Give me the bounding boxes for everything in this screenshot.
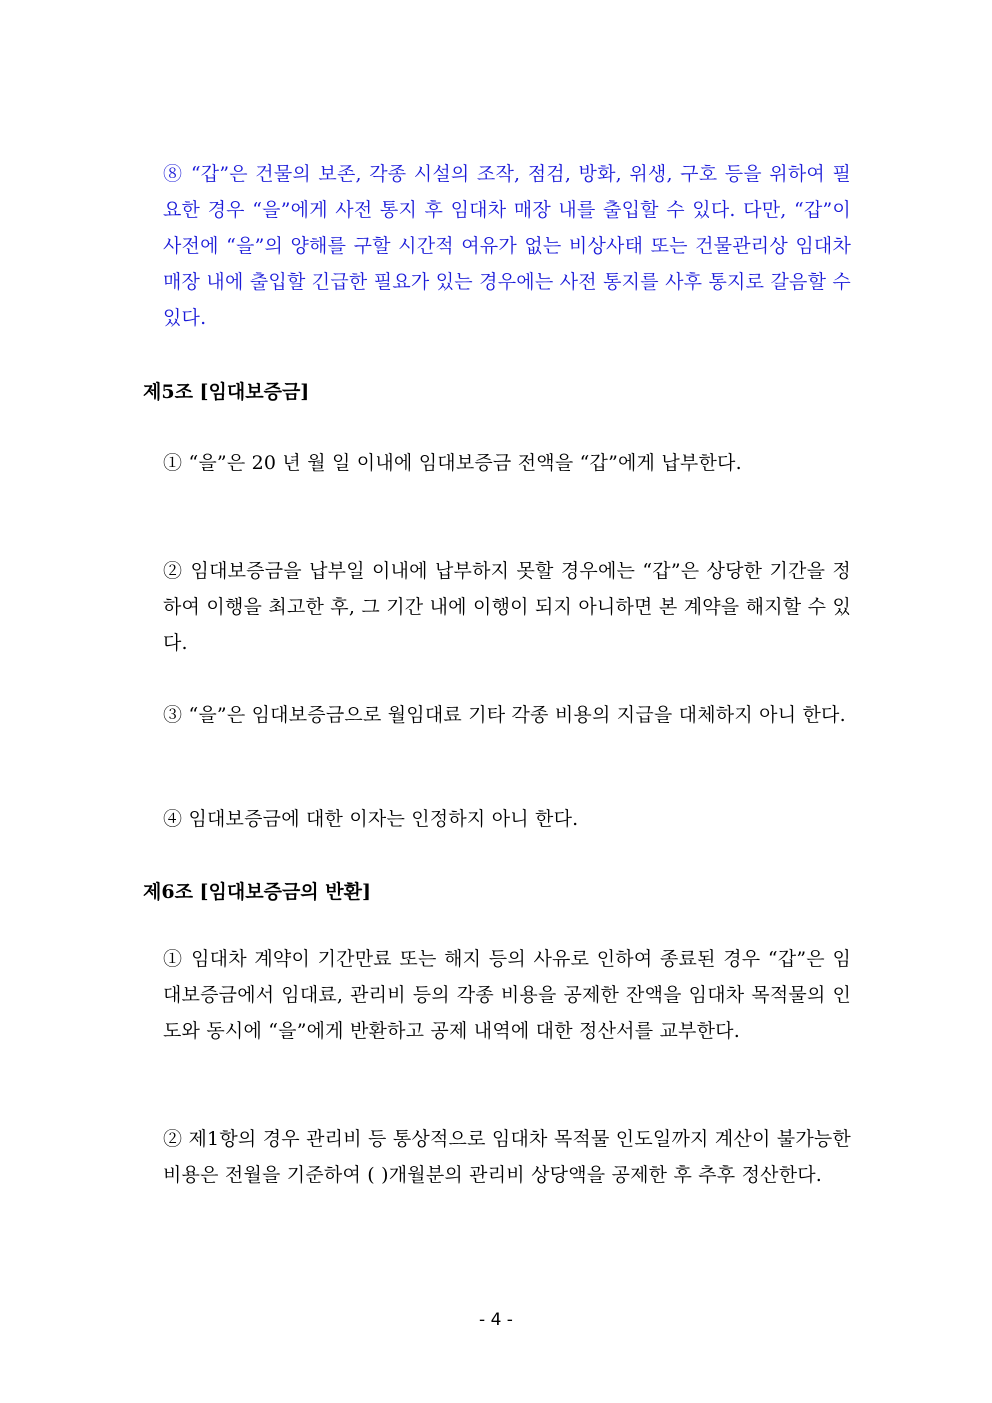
article6-clause2: ② 제1항의 경우 관리비 등 통상적으로 임대차 목적물 인도일까지 계산이 불가능한 비용은 전월을 기준하여 ( )개월분의 관리비 상당액을 공제한 후 추후 정산한다. — [163, 1128, 851, 1186]
page-number: - 4 - — [479, 1310, 513, 1330]
article5-clause4: ④ 임대보증금에 대한 이자는 인정하지 아니 한다. — [163, 808, 579, 830]
article5-clause1: ① “을”은 20 년 월 일 이내에 임대보증금 전액을 “갑”에게 납부한다. — [163, 452, 742, 474]
article5-clause2: ② 임대보증금을 납부일 이내에 납부하지 못할 경우에는 “갑”은 상당한 기간을 정하여 이행을 최고한 후, 그 기간 내에 이행이 되지 아니하면 본 계약을 해지할 수 있다. — [163, 560, 851, 654]
article6-heading: 제6조 [임대보증금의 반환] — [143, 881, 371, 903]
article6-clause1: ① 임대차 계약이 기간만료 또는 해지 등의 사유로 인하여 종료된 경우 “갑”은 임대보증금에서 임대료, 관리비 등의 각종 비용을 공제한 잔액을 임대차 목적물의 인도와 동시에 “을”에게 반환하고 공제 내역에 대한 정산서를 교부한다. — [163, 948, 851, 1042]
article5-heading: 제5조 [임대보증금] — [143, 381, 310, 403]
article4-clause8: ⑧ “갑”은 건물의 보존, 각종 시설의 조작, 점검, 방화, 위생, 구호 등을 위하여 필요한 경우 “을”에게 사전 통지 후 임대차 매장 내를 출입할 수 있다. 다만, “갑”이 사전에 “을”의 양해를 구할 시간적 여유가 없는 비상사태 또는 건물관리상 임대차 매장 내에 출입할 긴급한 필요가 있는 경우에는 사전 통지를 사후 통지로 갈음할 수 있다. — [163, 163, 851, 329]
article5-clause3: ③ “을”은 임대보증금으로 월임대료 기타 각종 비용의 지급을 대체하지 아니 한다. — [163, 704, 846, 726]
